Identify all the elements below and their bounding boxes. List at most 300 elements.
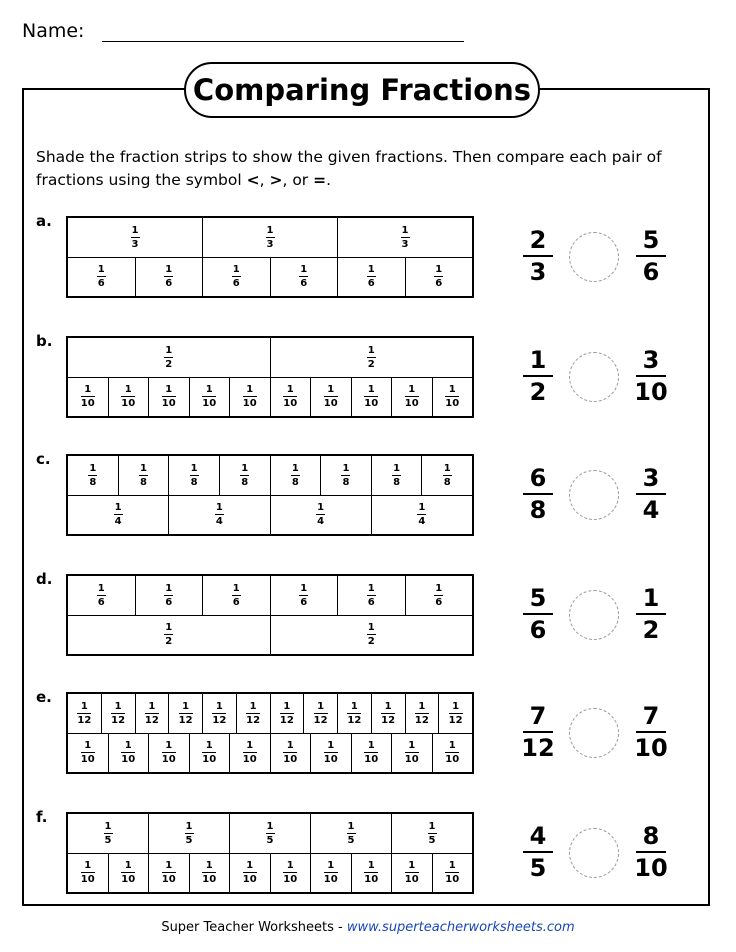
fraction-strip-cell[interactable]: [168, 694, 202, 733]
numerator: 1: [642, 584, 660, 612]
fraction-strip-cell[interactable]: [68, 576, 135, 615]
fraction-bar: [636, 851, 666, 853]
fraction-label: [364, 384, 378, 409]
comparison-answer-circle[interactable]: [569, 352, 619, 402]
fraction-strip-cell[interactable]: [219, 456, 270, 495]
fraction-bar: [401, 237, 410, 238]
denominator: 6: [435, 596, 443, 608]
fraction-bar: [81, 872, 95, 873]
fraction-strip-cell[interactable]: [270, 258, 338, 297]
denominator: 4: [215, 516, 223, 528]
numerator: 1: [124, 384, 132, 396]
numerator: 1: [435, 582, 443, 594]
numerator: 1: [246, 384, 254, 396]
fraction-bar: [341, 475, 350, 476]
fraction-strip-cell[interactable]: [101, 694, 135, 733]
denominator: 10: [634, 734, 668, 762]
fraction-strip-cell[interactable]: [68, 218, 202, 257]
fraction-strip-cell[interactable]: [229, 854, 270, 893]
denominator: 12: [414, 714, 429, 726]
fraction-label: [347, 821, 356, 846]
denominator: 12: [212, 714, 227, 726]
numerator: 1: [418, 700, 426, 712]
fraction-strip-cell[interactable]: [310, 814, 391, 853]
fraction-strip-cell[interactable]: [68, 456, 118, 495]
numerator: 1: [435, 264, 443, 276]
denominator: 10: [161, 754, 176, 766]
numerator: 1: [327, 384, 335, 396]
fraction-strip-row: [68, 733, 472, 773]
fraction-strip-cell[interactable]: [405, 576, 473, 615]
numerator: 1: [205, 384, 213, 396]
fraction-strip-cell[interactable]: [371, 694, 405, 733]
fraction-bar: [523, 851, 553, 853]
fraction-bar: [364, 872, 378, 873]
numerator: 1: [448, 860, 456, 872]
fraction-label: [449, 701, 463, 726]
fraction-strip-cell[interactable]: [68, 338, 270, 377]
comparison-answer-circle[interactable]: [569, 470, 619, 520]
fraction-bar: [381, 713, 395, 714]
fraction-bar: [523, 375, 553, 377]
denominator: 8: [139, 476, 147, 488]
fraction-label: [243, 740, 257, 765]
denominator: 12: [347, 714, 362, 726]
fraction-strip-cell[interactable]: [68, 734, 108, 773]
fraction-bar: [179, 713, 193, 714]
numerator: 1: [286, 384, 294, 396]
denominator: 10: [80, 398, 95, 410]
fraction-strip-cell[interactable]: [168, 456, 219, 495]
numerator: 1: [428, 820, 436, 832]
fraction-strip-cell[interactable]: [351, 378, 392, 417]
comparison-answer-circle[interactable]: [569, 708, 619, 758]
denominator: 5: [529, 854, 547, 882]
numerator: 1: [443, 462, 451, 474]
numerator: 5: [529, 584, 547, 612]
numerator: 2: [529, 226, 547, 254]
fraction-strip-cell[interactable]: [310, 854, 351, 893]
fraction-bar: [77, 713, 91, 714]
fraction-label: [324, 384, 338, 409]
fraction-strip-cell[interactable]: [202, 694, 236, 733]
denominator: 4: [317, 516, 325, 528]
denominator: 10: [323, 874, 338, 886]
fraction-strip-cell[interactable]: [270, 616, 473, 655]
fraction-strip-cell[interactable]: [189, 378, 230, 417]
denominator: 12: [521, 734, 555, 762]
fraction-label: [341, 463, 350, 488]
fraction-label: [164, 583, 173, 608]
fraction-strip-cell[interactable]: [189, 734, 230, 773]
fraction-strip-cell[interactable]: [320, 456, 371, 495]
fraction-strip-cell[interactable]: [135, 258, 203, 297]
footer-url[interactable]: www.superteacherworksheets.com: [346, 920, 575, 935]
fraction-bar: [636, 613, 666, 615]
fraction-strip-cell[interactable]: [310, 378, 351, 417]
numerator: 1: [205, 740, 213, 752]
fraction-strip-row: [68, 218, 472, 257]
fraction-bar: [114, 514, 123, 515]
fraction-label: [162, 740, 176, 765]
name-input-line[interactable]: [102, 41, 464, 42]
fraction-label: [202, 860, 216, 885]
fraction-strip-cell[interactable]: [68, 814, 148, 853]
denominator: 10: [634, 378, 668, 406]
fraction-bar: [283, 396, 297, 397]
fraction-strip-cell[interactable]: [270, 734, 311, 773]
fraction-strip-cell[interactable]: [337, 576, 405, 615]
denominator: 5: [104, 834, 112, 846]
fraction-strip-cell[interactable]: [236, 694, 270, 733]
fraction-strip-cell[interactable]: [202, 218, 337, 257]
fraction-label: [445, 860, 459, 885]
fraction-strip-cell[interactable]: [118, 456, 169, 495]
fraction-label: [291, 463, 300, 488]
denominator: 10: [634, 854, 668, 882]
fraction-strip-cell[interactable]: [371, 496, 472, 535]
denominator: 6: [97, 278, 105, 290]
denominator: 10: [242, 754, 257, 766]
fraction-label: [428, 821, 437, 846]
denominator: 10: [121, 874, 136, 886]
footer-brand: Super Teacher Worksheets -: [161, 920, 347, 935]
fraction-strip-row: [68, 576, 472, 615]
problem-label: f.: [36, 808, 48, 826]
denominator: 12: [246, 714, 261, 726]
fraction-label: [202, 740, 216, 765]
fraction-bar: [445, 752, 459, 753]
fraction-strip-cell[interactable]: [270, 338, 473, 377]
fraction-strip-cell[interactable]: [391, 734, 432, 773]
fraction-bar: [240, 475, 249, 476]
numerator: 1: [448, 740, 456, 752]
denominator: 2: [367, 358, 375, 370]
fraction-bar: [121, 396, 135, 397]
fraction-label: [434, 264, 443, 289]
numerator: 1: [84, 860, 92, 872]
denominator: 10: [404, 398, 419, 410]
fraction-strip-cell[interactable]: [337, 694, 371, 733]
denominator: 10: [323, 754, 338, 766]
fraction-label: [81, 740, 95, 765]
numerator: 1: [165, 582, 173, 594]
denominator: 10: [364, 874, 379, 886]
fraction-strip-cell[interactable]: [68, 616, 270, 655]
fraction-label: [215, 502, 224, 527]
fraction-bar: [316, 514, 325, 515]
denominator: 4: [642, 496, 660, 524]
denominator: 10: [121, 398, 136, 410]
denominator: 8: [291, 476, 299, 488]
fraction-bar: [104, 833, 113, 834]
fraction-strip-cell[interactable]: [438, 694, 472, 733]
fraction-strip-cell[interactable]: [391, 378, 432, 417]
fraction-bar: [232, 595, 241, 596]
problem-label: a.: [36, 212, 52, 230]
fraction-strip-cell[interactable]: [270, 576, 338, 615]
fraction-label: [381, 701, 395, 726]
numerator: 1: [84, 384, 92, 396]
fraction-bar: [283, 752, 297, 753]
numerator: 1: [124, 740, 132, 752]
fraction-strip-cell[interactable]: [229, 378, 270, 417]
fraction-bar: [202, 872, 216, 873]
denominator: 4: [418, 516, 426, 528]
fraction-bar: [392, 475, 401, 476]
fraction-bar: [131, 237, 140, 238]
fraction-strip-cell[interactable]: [148, 814, 229, 853]
fraction-label: [179, 701, 193, 726]
fraction-bar: [280, 713, 294, 714]
denominator: 6: [529, 616, 547, 644]
numerator: 1: [165, 740, 173, 752]
fraction-strip-cell[interactable]: [148, 734, 189, 773]
fraction-label: [77, 701, 91, 726]
fraction-bar: [449, 713, 463, 714]
greater-than-symbol: >: [269, 171, 283, 189]
fraction-bar: [145, 713, 159, 714]
fraction-label: [81, 384, 95, 409]
fraction-bar: [121, 872, 135, 873]
fraction-strip-cell[interactable]: [68, 378, 108, 417]
fraction-label: [232, 264, 241, 289]
denominator: 12: [77, 714, 92, 726]
fraction-bar: [246, 713, 260, 714]
fraction-bar: [523, 493, 553, 495]
fraction-strip-row: [68, 377, 472, 417]
fraction-bar: [97, 276, 106, 277]
denominator: 10: [80, 754, 95, 766]
fraction-bar: [636, 255, 666, 257]
fraction-label: [405, 384, 419, 409]
fraction-strip-cell[interactable]: [270, 456, 321, 495]
fraction-strip-cell[interactable]: [168, 496, 269, 535]
comparison-answer-circle[interactable]: [569, 232, 619, 282]
fraction-strip-cell[interactable]: [405, 694, 439, 733]
fraction-label: [347, 701, 361, 726]
fraction-strip-row: [68, 694, 472, 733]
denominator: 6: [232, 278, 240, 290]
fraction-bar: [347, 713, 361, 714]
denominator: 12: [144, 714, 159, 726]
fraction-strip-cell[interactable]: [68, 694, 101, 733]
denominator: 6: [642, 258, 660, 286]
denominator: 12: [178, 714, 193, 726]
fraction-strip-cell[interactable]: [391, 814, 472, 853]
problem-label: c.: [36, 450, 51, 468]
fraction-strip-cell[interactable]: [148, 854, 189, 893]
numerator: 1: [232, 264, 240, 276]
fraction-bar: [417, 514, 426, 515]
numerator: 1: [182, 700, 190, 712]
fraction-label: [392, 463, 401, 488]
fraction-strip-cell[interactable]: [189, 854, 230, 893]
fraction-strip-cell[interactable]: [135, 576, 203, 615]
fraction-label: [415, 701, 429, 726]
fraction-label: [243, 860, 257, 885]
numerator: 1: [408, 860, 416, 872]
fraction-strip-cell[interactable]: [432, 378, 473, 417]
numerator: 1: [367, 622, 375, 634]
fraction-strip-cell[interactable]: [108, 734, 149, 773]
comparison-answer-circle[interactable]: [569, 590, 619, 640]
fraction-strip-cell[interactable]: [68, 496, 168, 535]
denominator: 5: [428, 834, 436, 846]
equals-symbol: =: [313, 171, 327, 189]
fraction-strip-cell[interactable]: [270, 854, 311, 893]
fraction-strip-cell[interactable]: [337, 258, 405, 297]
fraction-strip-cell[interactable]: [405, 258, 473, 297]
numerator: 7: [529, 702, 547, 730]
fraction-bar: [164, 595, 173, 596]
fraction-strip-cell[interactable]: [108, 378, 149, 417]
fraction-label: [212, 701, 226, 726]
left-fraction: [516, 465, 560, 523]
fraction-strip: [66, 336, 474, 418]
numerator: 1: [246, 740, 254, 752]
denominator: 2: [165, 358, 173, 370]
worksheet-title: Comparing Fractions: [184, 62, 540, 118]
fraction-bar: [523, 255, 553, 257]
fraction-label: [299, 583, 308, 608]
fraction-label: [324, 740, 338, 765]
fraction-label: [266, 225, 275, 250]
fraction-bar: [434, 276, 443, 277]
numerator: 1: [84, 740, 92, 752]
denominator: 8: [529, 496, 547, 524]
fraction-strip-cell[interactable]: [371, 456, 422, 495]
fraction-label: [88, 463, 97, 488]
denominator: 6: [232, 596, 240, 608]
numerator: 1: [300, 582, 308, 594]
denominator: 5: [185, 834, 193, 846]
fraction-bar: [445, 396, 459, 397]
numerator: 1: [205, 860, 213, 872]
fraction-bar: [434, 595, 443, 596]
denominator: 8: [241, 476, 249, 488]
fraction-strip-cell[interactable]: [229, 734, 270, 773]
fraction-label: [364, 740, 378, 765]
numerator: 3: [642, 346, 660, 374]
fraction-strip-cell[interactable]: [303, 694, 337, 733]
numerator: 1: [266, 820, 274, 832]
fraction-strip-cell[interactable]: [270, 496, 371, 535]
denominator: 6: [367, 596, 375, 608]
fraction-strip-cell[interactable]: [148, 378, 189, 417]
numerator: 1: [165, 622, 173, 634]
fraction-bar: [185, 833, 194, 834]
numerator: 1: [393, 462, 401, 474]
fraction-label: [145, 701, 159, 726]
fraction-bar: [364, 752, 378, 753]
fraction-strip-cell[interactable]: [432, 854, 473, 893]
numerator: 1: [190, 462, 198, 474]
fraction-strip-cell[interactable]: [270, 378, 311, 417]
fraction-bar: [324, 752, 338, 753]
denominator: 10: [202, 398, 217, 410]
numerator: 1: [241, 462, 249, 474]
fraction-bar: [111, 713, 125, 714]
fraction-strip: [66, 812, 474, 894]
fraction-strip-cell[interactable]: [108, 854, 149, 893]
denominator: 4: [114, 516, 122, 528]
numerator: 1: [300, 264, 308, 276]
numerator: 1: [165, 384, 173, 396]
fraction-strip-cell[interactable]: [432, 734, 473, 773]
fraction-strip-cell[interactable]: [351, 734, 392, 773]
numerator: 1: [124, 860, 132, 872]
denominator: 10: [283, 398, 298, 410]
denominator: 10: [161, 398, 176, 410]
fraction-bar: [81, 752, 95, 753]
fraction-bar: [428, 833, 437, 834]
fraction-bar: [266, 237, 275, 238]
fraction-strip-cell[interactable]: [135, 694, 169, 733]
denominator: 3: [529, 258, 547, 286]
fraction-bar: [314, 713, 328, 714]
fraction-strip-row: [68, 814, 472, 853]
comparison-answer-circle[interactable]: [569, 828, 619, 878]
denominator: 10: [242, 398, 257, 410]
fraction-strip-cell[interactable]: [351, 854, 392, 893]
numerator: 1: [165, 344, 173, 356]
denominator: 6: [165, 278, 173, 290]
fraction-strip-cell[interactable]: [68, 258, 135, 297]
fraction-strip-cell[interactable]: [68, 854, 108, 893]
numerator: 1: [246, 860, 254, 872]
fraction-bar: [283, 872, 297, 873]
fraction-strip-cell[interactable]: [310, 734, 351, 773]
fraction-strip-row: [68, 853, 472, 893]
numerator: 1: [104, 820, 112, 832]
right-fraction: [629, 227, 673, 285]
fraction-bar: [215, 514, 224, 515]
fraction-label: [445, 384, 459, 409]
denominator: 10: [242, 874, 257, 886]
fraction-label: [131, 225, 140, 250]
numerator: 1: [529, 346, 547, 374]
fraction-bar: [162, 872, 176, 873]
numerator: 1: [266, 224, 274, 236]
numerator: 1: [317, 502, 325, 514]
fraction-label: [283, 384, 297, 409]
denominator: 8: [443, 476, 451, 488]
fraction-strip-cell[interactable]: [202, 576, 270, 615]
numerator: 1: [291, 462, 299, 474]
fraction-strip-cell[interactable]: [391, 854, 432, 893]
fraction-label: [164, 345, 173, 370]
fraction-label: [405, 740, 419, 765]
fraction-strip-cell[interactable]: [202, 258, 270, 297]
fraction-strip-cell[interactable]: [421, 456, 472, 495]
numerator: 1: [367, 582, 375, 594]
denominator: 3: [266, 238, 274, 250]
denominator: 8: [89, 476, 97, 488]
fraction-strip-cell[interactable]: [229, 814, 310, 853]
numerator: 1: [317, 700, 325, 712]
numerator: 1: [367, 740, 375, 752]
denominator: 6: [435, 278, 443, 290]
fraction-strip-cell[interactable]: [337, 218, 472, 257]
right-fraction: [629, 703, 673, 761]
fraction-label: [299, 264, 308, 289]
denominator: 10: [404, 754, 419, 766]
fraction-bar: [81, 396, 95, 397]
denominator: 12: [279, 714, 294, 726]
fraction-label: [162, 860, 176, 885]
fraction-strip-cell[interactable]: [270, 694, 304, 733]
